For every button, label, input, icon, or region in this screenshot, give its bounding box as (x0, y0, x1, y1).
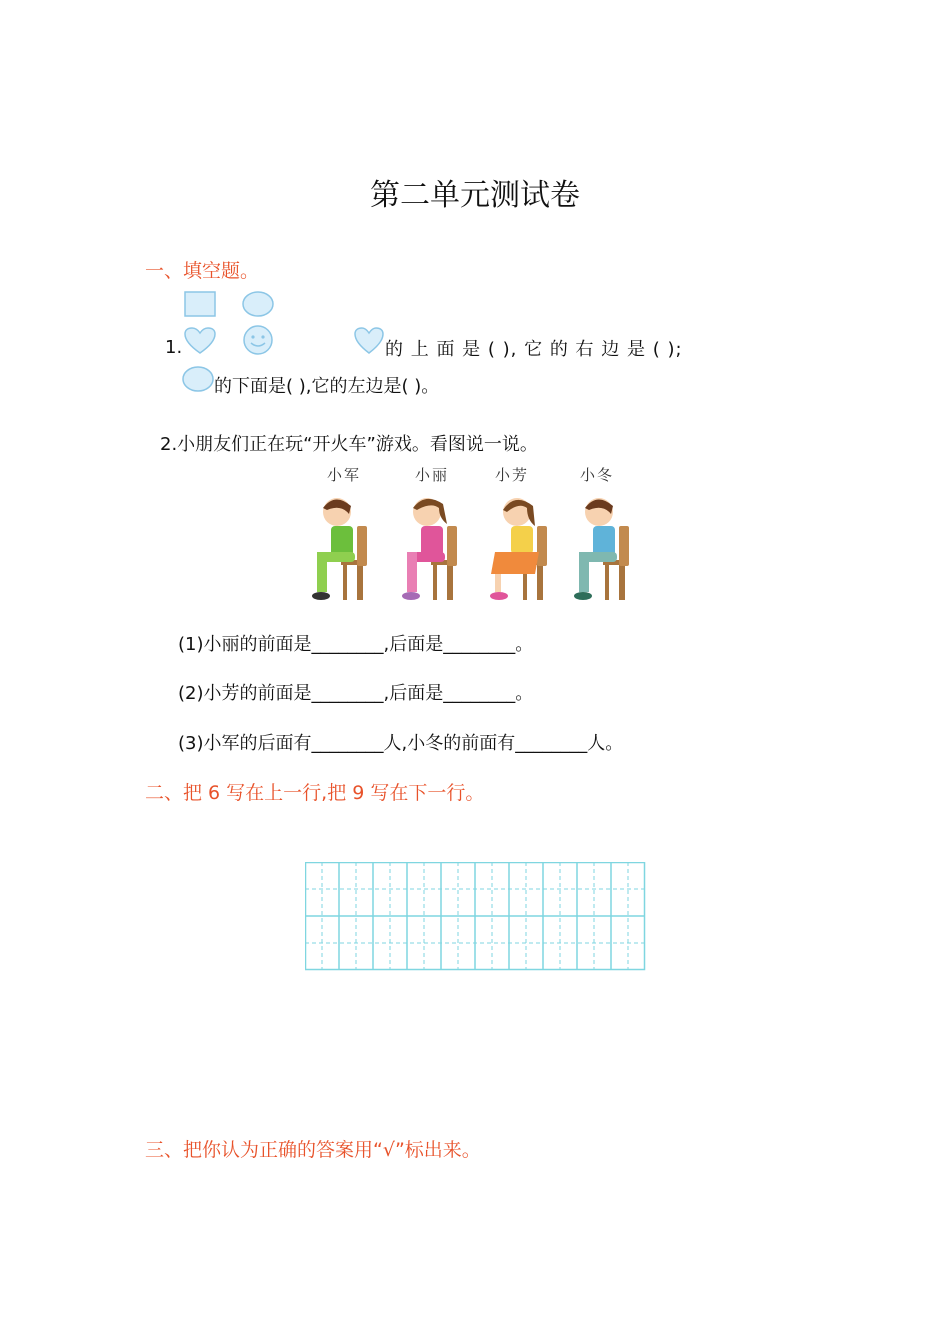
q1-line1: 的 上 面 是 ( ), 它 的 右 边 是 ( ); (385, 339, 683, 360)
child-figure-xiaoli (402, 498, 457, 600)
section-3-heading: 三、把你认为正确的答案用“√”标出来。 (145, 1139, 481, 1161)
child-figure-xiaofang (490, 498, 547, 600)
q1-number: 1. (165, 337, 183, 358)
child-label-xiaofang: 小芳 (495, 466, 530, 484)
q2-sub2: (2)小芳的前面是________,后面是________。 (178, 683, 534, 704)
child-label-xiaojun: 小军 (327, 466, 362, 484)
child-label-xiaodong: 小冬 (580, 466, 615, 484)
section-2-heading: 二、把 6 写在上一行,把 9 写在下一行。 (145, 782, 485, 804)
heart-icon (183, 326, 217, 356)
smiley-icon (240, 324, 276, 356)
circle-icon (180, 364, 216, 394)
q2-sub1: (1)小丽的前面是________,后面是________。 (178, 634, 534, 655)
square-icon (183, 290, 217, 318)
child-figure-xiaodong (574, 498, 629, 600)
child-figure-xiaojun (312, 498, 367, 600)
q1-line2: 的下面是( ),它的左边是( )。 (214, 376, 440, 397)
q2-prompt: 2.小朋友们正在玩“开火车”游戏。看图说一说。 (160, 434, 538, 455)
q2-sub3: (3)小军的后面有________人,小冬的前面有________人。 (178, 733, 624, 754)
page-title: 第二单元测试卷 (370, 178, 580, 213)
heart-icon (353, 326, 385, 356)
writing-grid[interactable] (305, 862, 646, 971)
children-illustration (305, 490, 645, 606)
section-1-heading: 一、填空题。 (145, 260, 260, 282)
circle-icon (240, 289, 276, 319)
child-label-xiaoli: 小丽 (415, 466, 450, 484)
